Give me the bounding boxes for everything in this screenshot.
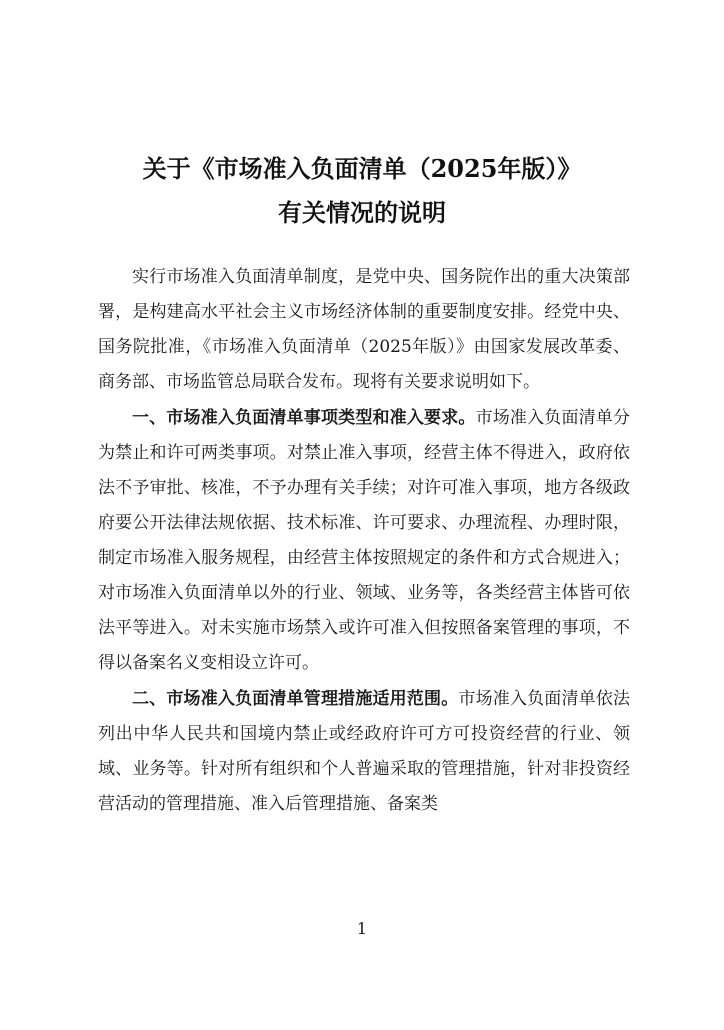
document-title-line-2: 有关情况的说明: [278, 198, 446, 227]
document-title-line-1: 关于《市场准入负面清单（2025年版）》: [142, 154, 582, 183]
paragraph-section-2: [98, 682, 630, 822]
paragraph-intro: [98, 260, 630, 400]
section-heading-1: 一、市场准入负面清单事项类型和准入要求。: [132, 408, 476, 428]
section-heading-2: 二、市场准入负面清单管理措施适用范围。: [132, 689, 459, 709]
paragraph-text: 市场准入负面清单分为禁止和许可两类事项。对禁止准入事项，经营主体不得进入，政府依法不予审批、核准，不予办理有关手续；对许可准入事项，地方各级政府要公开法律法规依据、技术标准、许可要求、办理流程、办理时限，制定市场准入服务规程，由经营主体按照规定的条件和方式合规进入；对市场准入负面清单以外的行业、领域、业务等，各类经营主体皆可依法平等进入。对未实施市场禁入或许可准入但按照备案管理的事项，不得以备案名义变相设立许可。: [98, 408, 631, 673]
paragraph-text: 市场准入负面清单依法列出中华人民共和国境内禁止或经政府许可方可投资经营的行业、领域、业务等。针对所有组织和个人普遍采取的管理措施，针对非投资经营活动的管理措施、准入后管理措施、备案类: [98, 689, 631, 814]
page-number: 1: [356, 919, 368, 938]
document-body: [98, 260, 630, 822]
paragraph-text: 实行市场准入负面清单制度，是党中央、国务院作出的重大决策部署，是构建高水平社会主义市场经济体制的重要制度安排。经党中央、国务院批准，《市场准入负面清单（2025年版）》由国家发展改革委、商务部、市场监管总局联合发布。现将有关要求说明如下。: [98, 267, 630, 392]
paragraph-section-1: [98, 401, 630, 681]
